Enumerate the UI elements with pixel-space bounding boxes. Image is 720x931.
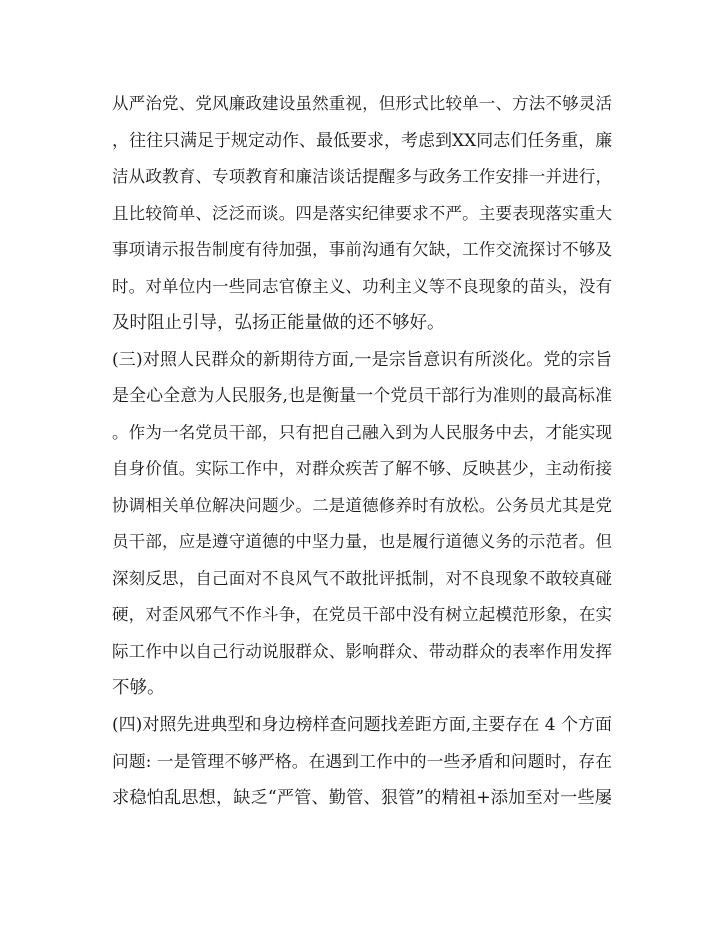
text-line: 际工作中以自己行动说服群众、影响群众、带动群众的表率作用发挥	[112, 641, 612, 661]
text-line: 求稳怕乱思想，缺乏“严管、勤管、狠管”的精祖+添加至对一些屡	[112, 787, 612, 808]
text-line: 协调相关单位解决问题少。二是道德修养时有放松。公务员尤其是党	[112, 495, 612, 515]
text-line: (四)对照先进典型和身边榜样查问题找差距方面,主要存在 4 个方面	[112, 714, 612, 735]
text-line: 从严治党、党风廉政建设虽然重视，但形式比较单一、方法不够灵活	[112, 94, 612, 113]
text-line: 。作为一名党员干部，只有把自己融入到为人民服务中去，才能实现	[112, 422, 612, 442]
body-text	[112, 86, 612, 816]
text-line: 时。对单位内一些同志官僚主义、功利主义等不良现象的苗头，没有	[112, 276, 612, 296]
text-line: 且比较简单、泛泛而谈。四是落实纪律要求不严。主要表现落实重大	[112, 203, 612, 223]
text-line: 问题: 一是管理不够严格。在遇到工作中的一些矛盾和问题时，存在	[112, 751, 612, 771]
text-line: 自身价值。实际工作中，对群众疾苦了解不够、反映甚少，主动衔接	[112, 459, 612, 478]
text-line: 是全心全意为人民服务,也是衡量一个党员干部行为准则的最高标准	[112, 386, 612, 406]
text-line: ，往往只满足于规定动作、最低要求，考虑到XX同志们任务重，廉	[112, 130, 612, 151]
text-line: 硬，对歪风邪气不作斗争，在党员干部中没有树立起模范形象，在实	[112, 605, 612, 624]
text-line: 员干部，应是遵守道德的中坚力量，也是履行道德义务的示范者。但	[112, 532, 612, 551]
text-line: 及时阻止引导，弘扬正能量做的还不够好。	[112, 313, 445, 333]
text-line: 洁从政教育、专项教育和廉洁谈话提醒多与政务工作安排一并进行，	[112, 167, 612, 186]
text-line: 深刻反思，自己面对不良风气不敢批评抵制，对不良现象不敢较真碰	[112, 568, 612, 588]
text-line: 不够。	[112, 678, 165, 698]
text-line: (三)对照人民群众的新期待方面,一是宗旨意识有所淡化。党的宗旨	[112, 349, 612, 370]
text-line: 事项请示报告制度有待加强，事前沟通有欠缺，工作交流探讨不够及	[112, 240, 612, 259]
